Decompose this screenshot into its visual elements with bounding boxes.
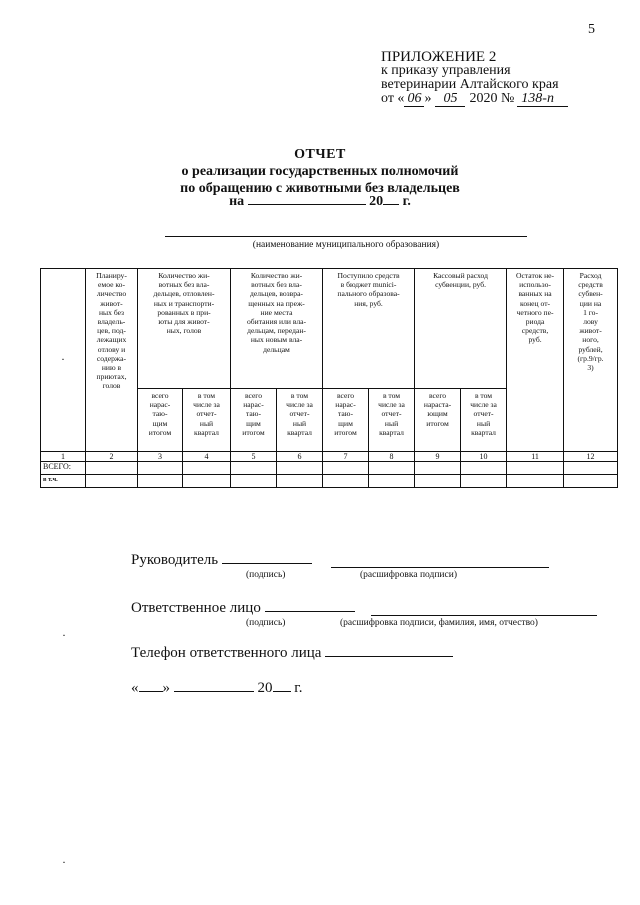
sub-9-cumulative: всего нараста- ющим итогом bbox=[415, 389, 461, 452]
margin-mark: · bbox=[62, 855, 66, 869]
row-total-cell bbox=[415, 462, 461, 475]
date-day-blank bbox=[139, 691, 163, 692]
sub-3-cumulative: всего нарас- таю- щим итогом bbox=[138, 389, 183, 452]
header-col-1 bbox=[41, 269, 86, 452]
sub-8-quarter: в том числе за отчет- ный квартал bbox=[369, 389, 415, 452]
header-col-12: Расход средств субвен- ции на 1 го- лову живот- ного, рублей, (гр.9/гр. 3) bbox=[564, 269, 618, 452]
header-group-9-10: Кассовый расход субвенции, руб. bbox=[415, 269, 507, 389]
annex-block bbox=[381, 50, 568, 107]
row-total-label: ВСЕГО: bbox=[41, 462, 86, 475]
date-month-blank bbox=[174, 691, 254, 692]
period-unit: г. bbox=[402, 194, 411, 209]
period-prefix: на bbox=[229, 194, 245, 209]
margin-mark: · bbox=[62, 628, 66, 642]
sub-10-quarter: в том числе за отчет- ный квартал bbox=[461, 389, 507, 452]
row-incl-cell bbox=[86, 475, 138, 488]
header-group-7-8: Поступило средств в бюджет munici- пального образова- ния, руб. bbox=[323, 269, 415, 389]
col-num-7: 7 bbox=[323, 452, 369, 462]
annex-number: 138-п bbox=[517, 92, 568, 107]
resp-signature-line bbox=[131, 600, 355, 617]
date-open: « bbox=[131, 680, 139, 696]
header-group-5-6: Количество жи- вотных без вла- дельцев, возвра- щенных на преж- ние места обитания или вла- дельцам, передан- ных новым вла- дельцам bbox=[231, 269, 323, 389]
annex-day: 06 bbox=[404, 92, 424, 107]
col-num-9: 9 bbox=[415, 452, 461, 462]
row-total-cell bbox=[564, 462, 618, 475]
date-line bbox=[131, 680, 302, 697]
annex-date-line bbox=[381, 92, 568, 107]
row-incl-cell bbox=[277, 475, 323, 488]
row-total-cell bbox=[461, 462, 507, 475]
resp-label: Ответственное лицо bbox=[131, 600, 261, 616]
date-unit: г. bbox=[294, 680, 303, 696]
date-close: » bbox=[162, 680, 170, 696]
row-incl-cell bbox=[183, 475, 231, 488]
header-col-11: Остаток не- использо- ванных на конец от- четного пе- риода средств, руб. bbox=[507, 269, 564, 452]
page-number: 5 bbox=[588, 22, 595, 37]
sub-4-quarter: в том числе за отчет- ный квартал bbox=[183, 389, 231, 452]
header-col-2: Планиру- емое ко- личество живот- ных без владель- цев, под- лежащих отлову и содержа- нию в приютах, голов bbox=[86, 269, 138, 452]
row-incl-cell bbox=[507, 475, 564, 488]
row-total-cell bbox=[323, 462, 369, 475]
municipality-line bbox=[165, 236, 527, 237]
head-decode-blank bbox=[331, 552, 549, 568]
col-num-8: 8 bbox=[369, 452, 415, 462]
report-title-line3: по обращению с животными без владельцев bbox=[180, 181, 460, 196]
head-sign-blank bbox=[222, 563, 312, 564]
annex-title: ПРИЛОЖЕНИЕ 2 bbox=[381, 49, 497, 65]
annex-authority-line: ветеринарии Алтайского края bbox=[381, 77, 559, 92]
report-title bbox=[0, 146, 640, 197]
row-total-cell bbox=[138, 462, 183, 475]
row-incl-cell bbox=[323, 475, 369, 488]
sub-7-cumulative: всего нарас- таю- щим итогом bbox=[323, 389, 369, 452]
header-group-3-4: Количество жи- вотных без вла- дельцев, отловлен- ных и транспорти- рованных в при- юты для живот- ных, голов bbox=[138, 269, 231, 389]
period-blank bbox=[248, 204, 366, 205]
row-total-cell bbox=[507, 462, 564, 475]
row-total-cell bbox=[231, 462, 277, 475]
row-total-cell bbox=[183, 462, 231, 475]
annex-year-label: 2020 № bbox=[469, 91, 515, 106]
row-incl-cell bbox=[138, 475, 183, 488]
phone-label: Телефон ответственного лица bbox=[131, 645, 322, 661]
col-num-12: 12 bbox=[564, 452, 618, 462]
row-incl-cell bbox=[369, 475, 415, 488]
sub-6-quarter: в том числе за отчет- ный квартал bbox=[277, 389, 323, 452]
col-num-11: 11 bbox=[507, 452, 564, 462]
annex-date-mid: » bbox=[424, 91, 432, 106]
resp-decode-blank bbox=[371, 600, 597, 616]
col-1-mark: · bbox=[61, 351, 65, 366]
col-num-5: 5 bbox=[231, 452, 277, 462]
row-total-cell bbox=[86, 462, 138, 475]
phone-blank bbox=[325, 656, 453, 657]
head-label: Руководитель bbox=[131, 552, 219, 568]
resp-sign-blank bbox=[265, 611, 355, 612]
resp-decode-caption: (расшифровка подписи, фамилия, имя, отчество) bbox=[340, 618, 538, 628]
row-incl-cell bbox=[461, 475, 507, 488]
report-period bbox=[0, 194, 640, 210]
head-sign-caption: (подпись) bbox=[246, 570, 286, 580]
head-signature-line bbox=[131, 552, 312, 569]
col-num-2: 2 bbox=[86, 452, 138, 462]
period-year-blank bbox=[383, 204, 399, 205]
annex-month: 05 bbox=[435, 92, 465, 107]
annex-order-line: к приказу управления bbox=[381, 63, 511, 78]
col-num-3: 3 bbox=[138, 452, 183, 462]
municipality-caption: (наименование муниципального образования) bbox=[252, 240, 440, 250]
date-year-blank bbox=[273, 691, 291, 692]
date-year: 20 bbox=[257, 680, 273, 696]
row-total-cell bbox=[277, 462, 323, 475]
report-title-main: ОТЧЕТ bbox=[294, 147, 346, 162]
col-num-4: 4 bbox=[183, 452, 231, 462]
sub-5-cumulative: всего нарас- таю- щим итогом bbox=[231, 389, 277, 452]
phone-line bbox=[131, 645, 453, 662]
row-incl-cell bbox=[564, 475, 618, 488]
report-title-line2: о реализации государственных полномочий bbox=[181, 164, 459, 179]
head-decode-caption: (расшифровка подписи) bbox=[360, 570, 457, 580]
row-incl-cell bbox=[231, 475, 277, 488]
row-total-cell bbox=[369, 462, 415, 475]
resp-sign-caption: (подпись) bbox=[246, 618, 286, 628]
annex-date-prefix: от « bbox=[381, 91, 405, 106]
col-num-1: 1 bbox=[41, 452, 86, 462]
period-year: 20 bbox=[369, 194, 384, 209]
col-num-10: 10 bbox=[461, 452, 507, 462]
report-table bbox=[40, 268, 618, 488]
col-num-6: 6 bbox=[277, 452, 323, 462]
row-incl-label: в т.ч. bbox=[41, 475, 86, 488]
row-incl-cell bbox=[415, 475, 461, 488]
